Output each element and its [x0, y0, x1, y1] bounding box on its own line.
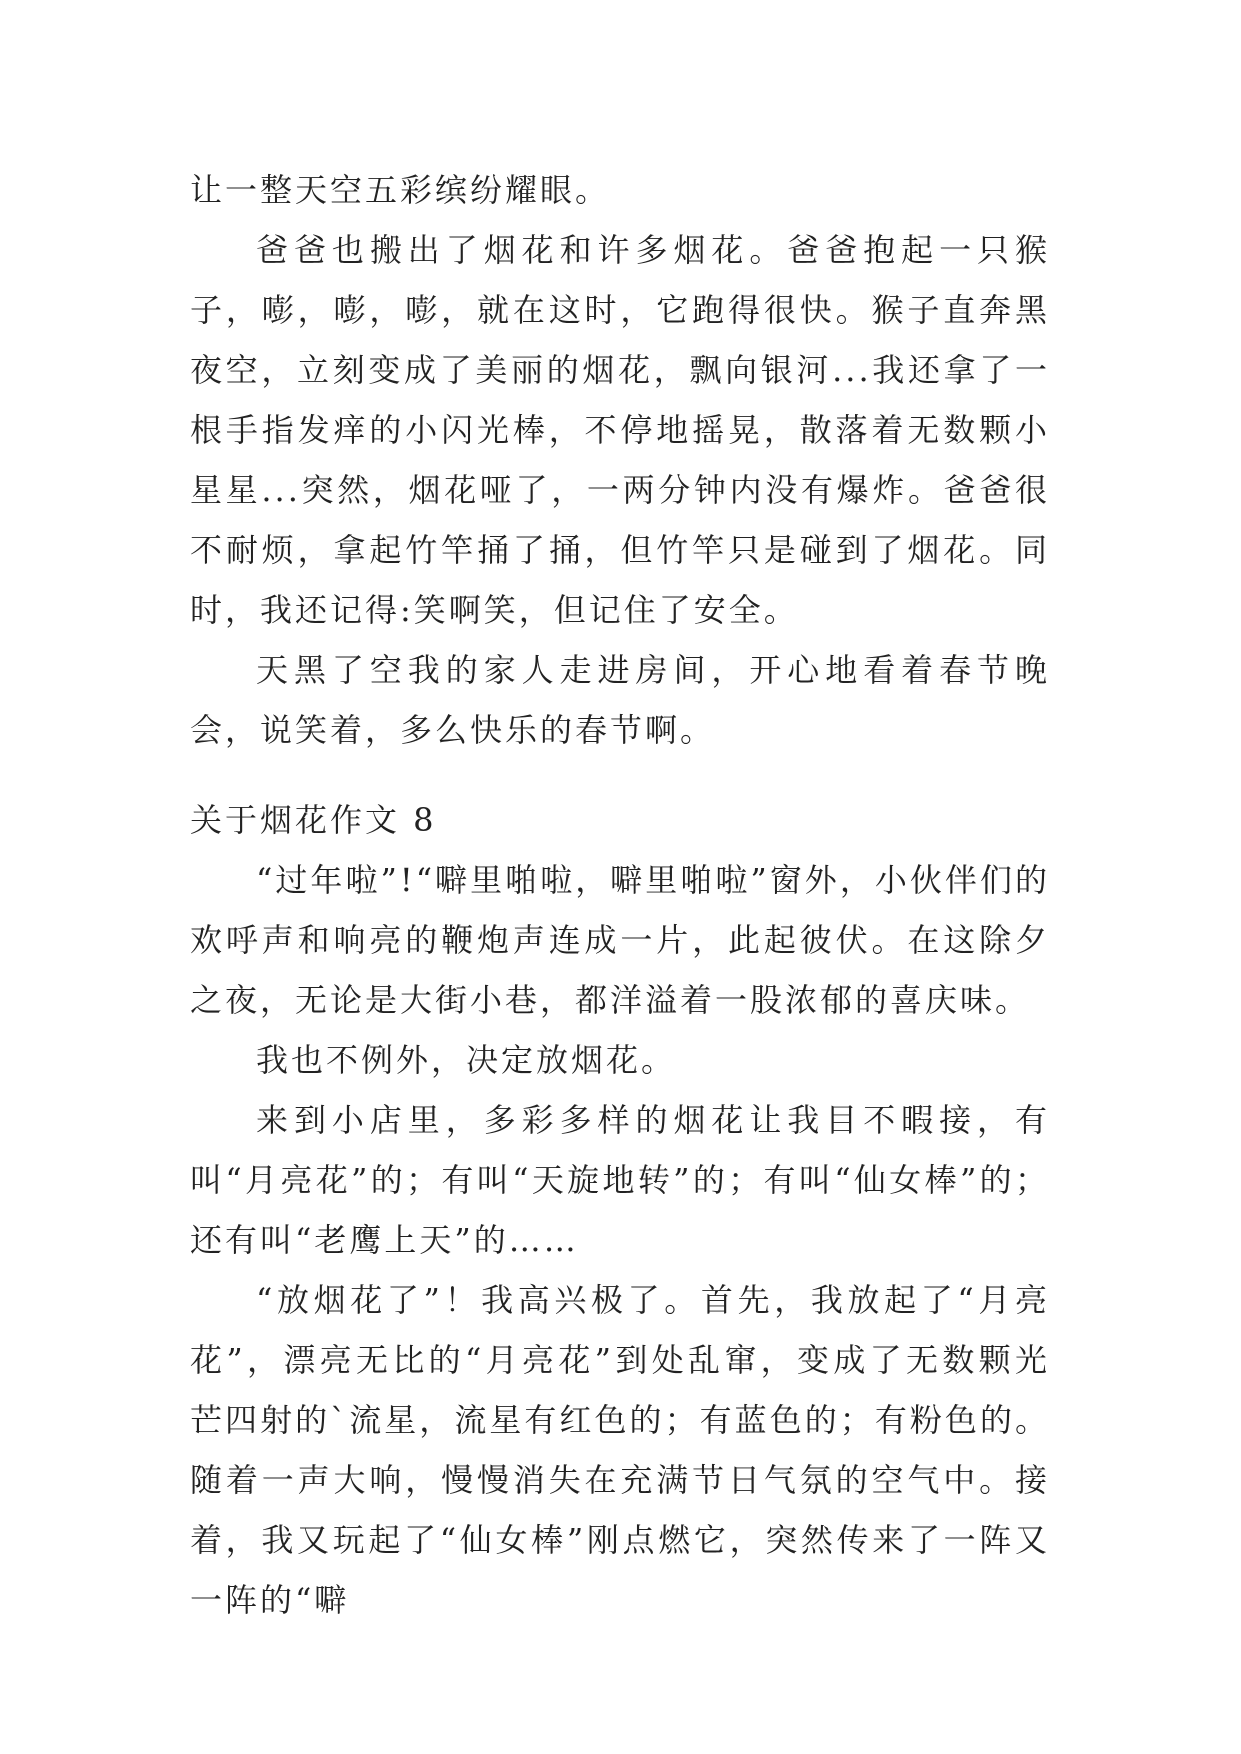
paragraph-fireworks-dad: 爸爸也搬出了烟花和许多烟花。爸爸抱起一只猴子，嘭，嘭，嘭，就在这时，它跑得很快。猴子直奔黑夜空，立刻变成了美丽的烟花，飘向银河...我还拿了一根手指发痒的小闪光棒，不停地摇晃，散落着无数颗小星星...突然，烟花哑了，一两分钟内没有爆炸。爸爸很不耐烦，拿起竹竿捅了捅，但竹竿只是碰到了烟花。同时，我还记得:笑啊笑，但记住了安全。: [190, 231, 1050, 629]
essay-8: [190, 790, 1050, 1630]
paragraph-evening-gala: 天黑了空我的家人走进房间，开心地看着春节晚会，说笑着，多么快乐的春节啊。: [190, 651, 1050, 749]
essay-body-continued: [190, 160, 1050, 760]
section-title: 关于烟花作文 8: [190, 801, 437, 839]
paragraph-launch: “放烟花了”！我高兴极了。首先，我放起了“月亮花”，漂亮无比的“月亮花”到处乱窜，变成了无数颗光芒四射的`流星，流星有红色的；有蓝色的；有粉色的。随着一声大响，慢慢消失在充满节日气氛的空气中。接着，我又玩起了“仙女棒”刚点燃它，突然传来了一阵又一阵的“噼: [190, 1281, 1050, 1619]
paragraph-shop: 来到小店里，多彩多样的烟花让我目不暇接，有叫“月亮花”的；有叫“天旋地转”的；有叫“仙女棒”的；还有叫“老鹰上天”的……: [190, 1101, 1050, 1259]
paragraph-new-year: “过年啦”!“噼里啪啦，噼里啪啦”窗外，小伙伴们的欢呼声和响亮的鞭炮声连成一片，此起彼伏。在这除夕之夜，无论是大街小巷，都洋溢着一股浓郁的喜庆味。: [190, 861, 1050, 1019]
paragraph-decide: 我也不例外，决定放烟花。: [256, 1041, 677, 1079]
paragraph-continuation: 让一整天空五彩缤纷耀眼。: [190, 171, 611, 209]
